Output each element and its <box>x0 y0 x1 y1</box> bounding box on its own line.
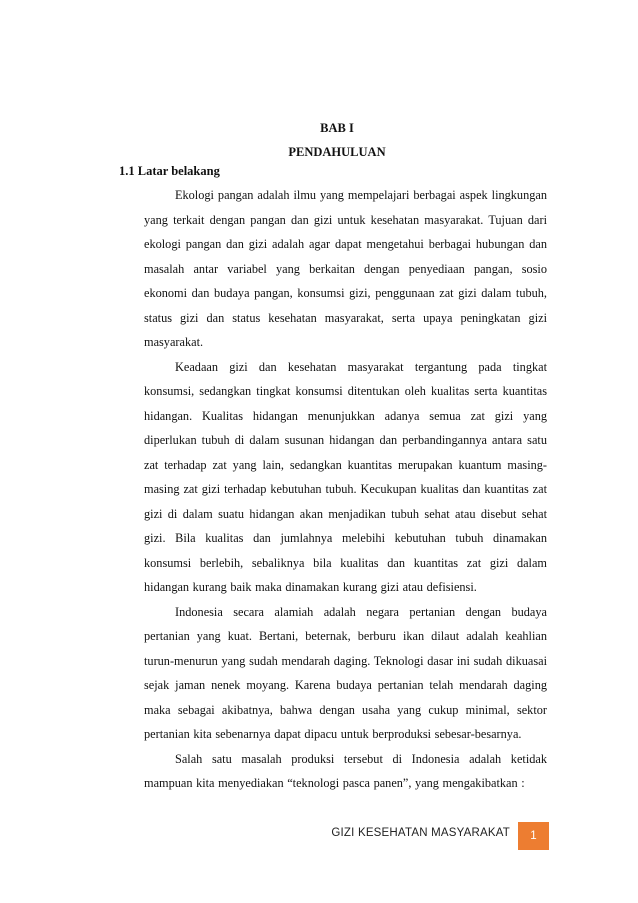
chapter-title: PENDAHULUAN <box>288 145 386 159</box>
body-text <box>144 183 547 796</box>
page-footer <box>0 822 638 850</box>
section-heading: 1.1 Latar belakang <box>119 164 220 178</box>
chapter-number: BAB I <box>320 121 354 135</box>
paragraph: Keadaan gizi dan kesehatan masyarakat tergantung pada tingkat konsumsi, sedangkan tingkat konsumsi ditentukan oleh kualitas serta kuantitas hidangan. Kualitas hidangan menunjukkan adanya semua zat gizi yang diperlukan tubuh di dalam susunan hidangan dan perbandingannya antara satu zat terhadap zat yang lain, sedangkan kuantitas merupakan kuantum masing-masing zat gizi terhadap kebutuhan tubuh. Kecukupan kualitas dan kuantitas zat gizi di dalam suatu hidangan akan menjadikan tubuh sehat atau disebut sehat gizi. Bila kualitas dan jumlahnya melebihi kebutuhan tubuh dinamakan konsumsi berlebih, sebaliknya bila kualitas dan kuantitas zat gizi dalam hidangan kurang baik maka dinamakan kurang gizi atau defisiensi. <box>144 359 547 594</box>
footer-title: GIZI KESEHATAN MASYARAKAT <box>331 827 510 839</box>
paragraph: Salah satu masalah produksi tersebut di Indonesia adalah ketidak mampuan kita menyediakan “teknologi pasca panen”, yang mengakibatkan : <box>144 751 547 790</box>
paragraph: Ekologi pangan adalah ilmu yang mempelajari berbagai aspek lingkungan yang terkait dengan pangan dan gizi untuk kesehatan masyarakat. Tujuan dari ekologi pangan dan gizi adalah agar dapat mengetahui berbagai hubungan dan masalah antar variabel yang berkaitan dengan penyediaan pangan, sosio ekonomi dan budaya pangan, konsumsi gizi, penggunaan zat gizi dalam tubuh, status gizi dan status kesehatan masyarakat, serta upaya peningkatan gizi masyarakat. <box>144 188 547 349</box>
page-number: 1 <box>518 822 549 850</box>
paragraph: Indonesia secara alamiah adalah negara pertanian dengan budaya pertanian yang kuat. Bertani, beternak, berburu ikan dilaut adalah keahlian turun-menurun yang sudah mendarah daging. Teknologi dasar ini sudah dikuasai sejak jaman nenek moyang. Karena budaya pertanian telah mendarah daging maka sebagai akibatnya, bahwa dengan usaha yang cukup minimal, sektor pertanian kita sebenarnya dapat dipacu untuk berproduksi sebesar-besarnya. <box>144 604 547 741</box>
